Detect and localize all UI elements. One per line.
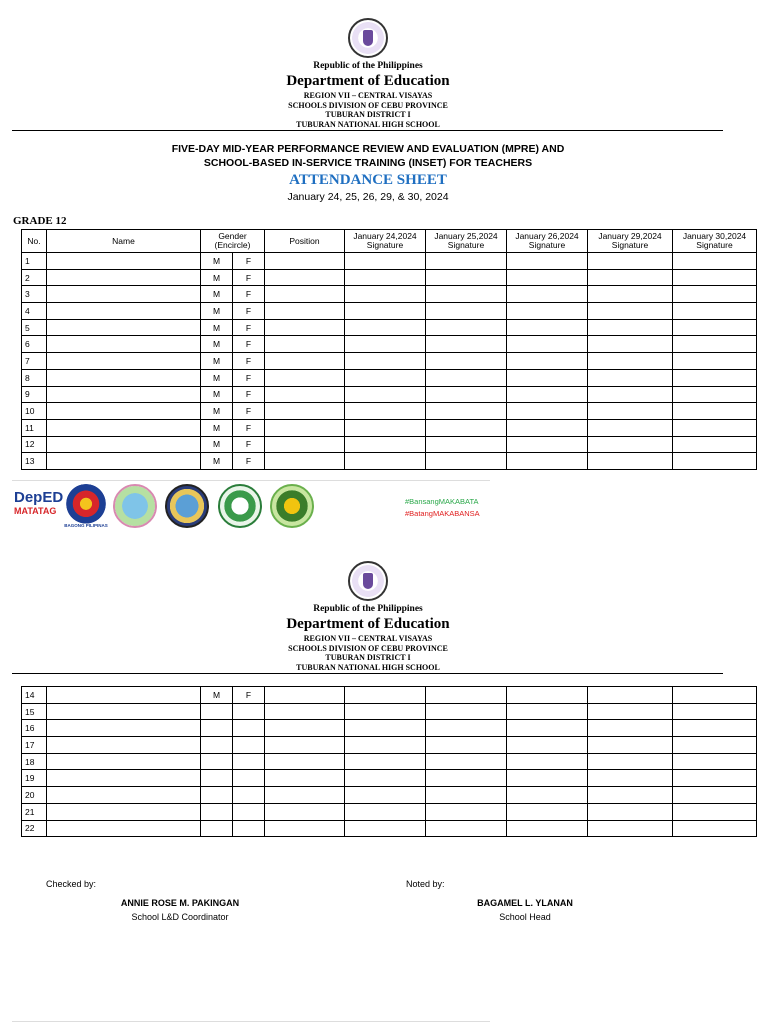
region-label: REGION VII – CENTRAL VISAYAS <box>303 91 433 100</box>
row-number: 5 <box>22 319 47 336</box>
name-cell[interactable] <box>47 369 201 386</box>
gender-female-option[interactable] <box>233 820 265 837</box>
signature-cell[interactable] <box>673 269 757 286</box>
row-number: 8 <box>22 369 47 386</box>
gender-male-option[interactable]: M <box>201 403 233 420</box>
table-row <box>22 319 757 336</box>
gender-male-option[interactable] <box>201 720 233 737</box>
position-cell[interactable] <box>265 319 345 336</box>
name-cell[interactable] <box>47 353 201 370</box>
signature-cell[interactable] <box>426 419 507 436</box>
signature-cell[interactable] <box>507 770 588 787</box>
signature-cell[interactable] <box>507 369 588 386</box>
row-number: 6 <box>22 336 47 353</box>
division-label: SCHOOLS DIVISION OF CEBU PROVINCE <box>288 643 448 653</box>
signature-cell[interactable] <box>345 419 426 436</box>
position-cell[interactable] <box>265 336 345 353</box>
signature-cell[interactable] <box>673 419 757 436</box>
signature-cell[interactable] <box>345 737 426 754</box>
signature-cell[interactable] <box>345 770 426 787</box>
signature-cell[interactable] <box>588 336 673 353</box>
row-number: 13 <box>22 453 47 470</box>
name-cell[interactable] <box>47 703 201 720</box>
signature-cell[interactable] <box>507 787 588 804</box>
row-number: 1 <box>22 253 47 270</box>
signature-cell[interactable] <box>426 319 507 336</box>
table-row <box>22 353 757 370</box>
footer-divider <box>12 1021 490 1022</box>
school-seal-logo <box>218 484 262 528</box>
signature-cell[interactable] <box>345 353 426 370</box>
signature-cell[interactable] <box>345 703 426 720</box>
table-row <box>22 253 757 270</box>
table-row <box>22 419 757 436</box>
header-divider <box>12 673 723 674</box>
program-seal-logo <box>270 484 314 528</box>
signature-cell[interactable] <box>588 419 673 436</box>
signature-cell[interactable] <box>673 703 757 720</box>
row-number: 16 <box>22 720 47 737</box>
name-cell[interactable] <box>47 737 201 754</box>
signature-cell[interactable] <box>426 803 507 820</box>
signature-cell[interactable] <box>673 403 757 420</box>
signature-cell[interactable] <box>507 419 588 436</box>
signature-cell[interactable] <box>426 386 507 403</box>
row-number: 4 <box>22 303 47 320</box>
table-row <box>22 336 757 353</box>
gender-female-option[interactable]: F <box>233 687 265 704</box>
signature-cell[interactable] <box>345 820 426 837</box>
position-cell[interactable] <box>265 770 345 787</box>
table-row <box>22 770 757 787</box>
row-number: 18 <box>22 753 47 770</box>
signature-cell[interactable] <box>426 286 507 303</box>
table-row <box>22 737 757 754</box>
signature-cell[interactable] <box>426 687 507 704</box>
signature-cell[interactable] <box>673 353 757 370</box>
checked-by-name: ANNIE ROSE M. PAKINGAN <box>120 898 240 908</box>
col-jan30: January 30,2024 Signature <box>673 230 757 253</box>
name-cell[interactable] <box>47 253 201 270</box>
gender-female-option[interactable]: F <box>233 436 265 453</box>
signature-cell[interactable] <box>426 353 507 370</box>
noted-by-title: School Head <box>499 912 551 922</box>
gender-male-option[interactable]: M <box>201 386 233 403</box>
gender-male-option[interactable]: M <box>201 436 233 453</box>
gender-female-option[interactable]: F <box>233 336 265 353</box>
gender-female-option[interactable] <box>233 770 265 787</box>
table-row <box>22 303 757 320</box>
position-cell[interactable] <box>265 303 345 320</box>
signature-cell[interactable] <box>673 303 757 320</box>
name-cell[interactable] <box>47 336 201 353</box>
department-title: Department of Education <box>286 73 450 89</box>
signature-cell[interactable] <box>507 803 588 820</box>
signature-cell[interactable] <box>673 753 757 770</box>
signature-cell[interactable] <box>673 286 757 303</box>
gender-female-option[interactable]: F <box>233 319 265 336</box>
name-cell[interactable] <box>47 803 201 820</box>
row-number: 2 <box>22 269 47 286</box>
training-dates: January 24, 25, 26, 29, & 30, 2024 <box>287 191 449 203</box>
col-jan29: January 29,2024 Signature <box>588 230 673 253</box>
signature-cell[interactable] <box>507 753 588 770</box>
position-cell[interactable] <box>265 419 345 436</box>
position-cell[interactable] <box>265 737 345 754</box>
signature-cell[interactable] <box>426 787 507 804</box>
signature-cell[interactable] <box>673 687 757 704</box>
signature-cell[interactable] <box>673 720 757 737</box>
table-row <box>22 720 757 737</box>
gender-male-option[interactable] <box>201 820 233 837</box>
signature-cell[interactable] <box>345 720 426 737</box>
signature-cell[interactable] <box>345 787 426 804</box>
row-number: 10 <box>22 403 47 420</box>
signature-cell[interactable] <box>426 703 507 720</box>
noted-by-name: BAGAMEL L. YLANAN <box>477 898 573 908</box>
signature-cell[interactable] <box>426 737 507 754</box>
signature-cell[interactable] <box>507 436 588 453</box>
deped-seal-icon <box>348 18 388 58</box>
signature-cell[interactable] <box>507 820 588 837</box>
signature-cell[interactable] <box>588 737 673 754</box>
republic-label: Republic of the Philippines <box>313 604 423 614</box>
signature-cell[interactable] <box>345 269 426 286</box>
signature-cell[interactable] <box>588 687 673 704</box>
checked-by-title: School L&D Coordinator <box>131 912 229 922</box>
row-number: 19 <box>22 770 47 787</box>
table-row <box>22 787 757 804</box>
gender-female-option[interactable] <box>233 737 265 754</box>
gender-female-option[interactable]: F <box>233 353 265 370</box>
region-label: REGION VII – CENTRAL VISAYAS <box>303 634 433 643</box>
signature-cell[interactable] <box>426 336 507 353</box>
noted-by-label: Noted by: <box>406 879 445 889</box>
republic-label: Republic of the Philippines <box>313 61 423 71</box>
row-number: 22 <box>22 820 47 837</box>
name-cell[interactable] <box>47 770 201 787</box>
signature-cell[interactable] <box>345 753 426 770</box>
department-title: Department of Education <box>286 616 450 632</box>
gender-female-option[interactable]: F <box>233 453 265 470</box>
position-cell[interactable] <box>265 253 345 270</box>
footer-divider <box>12 480 490 481</box>
row-number: 12 <box>22 436 47 453</box>
table-row <box>22 703 757 720</box>
name-cell[interactable] <box>47 403 201 420</box>
col-jan24: January 24,2024 Signature <box>345 230 426 253</box>
position-cell[interactable] <box>265 386 345 403</box>
gender-female-option[interactable] <box>233 753 265 770</box>
division-seal-logo <box>113 484 157 528</box>
signature-cell[interactable] <box>588 753 673 770</box>
name-cell[interactable] <box>47 303 201 320</box>
signature-cell[interactable] <box>673 453 757 470</box>
signature-cell[interactable] <box>673 436 757 453</box>
signature-cell[interactable] <box>426 403 507 420</box>
attendance-table-continued <box>21 686 757 837</box>
signature-cell[interactable] <box>507 286 588 303</box>
position-cell[interactable] <box>265 369 345 386</box>
signature-cell[interactable] <box>345 253 426 270</box>
signature-cell[interactable] <box>673 770 757 787</box>
signature-cell[interactable] <box>673 737 757 754</box>
signature-cell[interactable] <box>426 303 507 320</box>
col-jan25: January 25,2024 Signature <box>426 230 507 253</box>
gender-male-option[interactable]: M <box>201 687 233 704</box>
gender-male-option[interactable] <box>201 770 233 787</box>
position-cell[interactable] <box>265 787 345 804</box>
table-row <box>22 369 757 386</box>
signature-cell[interactable] <box>426 453 507 470</box>
table-row <box>22 286 757 303</box>
gender-male-option[interactable]: M <box>201 303 233 320</box>
signature-cell[interactable] <box>507 303 588 320</box>
grade-label: GRADE 12 <box>13 215 67 227</box>
header-divider <box>12 130 723 131</box>
signature-cell[interactable] <box>426 269 507 286</box>
table-row <box>22 753 757 770</box>
signature-cell[interactable] <box>426 369 507 386</box>
gender-female-option[interactable]: F <box>233 369 265 386</box>
col-no: No. <box>22 230 47 253</box>
gender-female-option[interactable]: F <box>233 303 265 320</box>
signature-cell[interactable] <box>588 403 673 420</box>
table-row <box>22 269 757 286</box>
position-cell[interactable] <box>265 803 345 820</box>
deped-matatag-logo: DepED MATATAG <box>14 489 64 516</box>
training-title-line1: FIVE-DAY MID-YEAR PERFORMANCE REVIEW AND EVALUATION (MPRE) AND <box>171 143 565 155</box>
name-cell[interactable] <box>47 753 201 770</box>
signature-cell[interactable] <box>507 353 588 370</box>
signature-cell[interactable] <box>507 403 588 420</box>
gender-male-option[interactable]: M <box>201 369 233 386</box>
name-cell[interactable] <box>47 286 201 303</box>
hashtag-bansang-makabata: #BansangMAKABATA <box>405 497 479 506</box>
name-cell[interactable] <box>47 820 201 837</box>
signature-cell[interactable] <box>588 386 673 403</box>
gender-female-option[interactable]: F <box>233 269 265 286</box>
name-cell[interactable] <box>47 436 201 453</box>
signature-cell[interactable] <box>588 820 673 837</box>
table-row <box>22 687 757 704</box>
position-cell[interactable] <box>265 703 345 720</box>
name-cell[interactable] <box>47 319 201 336</box>
signature-cell[interactable] <box>345 319 426 336</box>
signature-cell[interactable] <box>673 253 757 270</box>
bagong-pilipinas-logo: BAGONG PILIPINAS <box>64 484 108 528</box>
signature-cell[interactable] <box>426 753 507 770</box>
gender-male-option[interactable]: M <box>201 319 233 336</box>
gender-male-option[interactable]: M <box>201 269 233 286</box>
district-label: TUBURAN DISTRICT I <box>325 653 411 662</box>
gender-male-option[interactable]: M <box>201 419 233 436</box>
gender-female-option[interactable]: F <box>233 419 265 436</box>
position-cell[interactable] <box>265 403 345 420</box>
gender-female-option[interactable] <box>233 703 265 720</box>
gender-male-option[interactable] <box>201 737 233 754</box>
row-number: 20 <box>22 787 47 804</box>
signature-cell[interactable] <box>507 253 588 270</box>
district-label: TUBURAN DISTRICT I <box>325 110 411 119</box>
signature-cell[interactable] <box>673 803 757 820</box>
signature-cell[interactable] <box>507 687 588 704</box>
hashtag-batang-makabansa: #BatangMAKABANSA <box>405 509 480 518</box>
position-cell[interactable] <box>265 720 345 737</box>
district-seal-logo <box>165 484 209 528</box>
signature-cell[interactable] <box>345 403 426 420</box>
row-number: 17 <box>22 737 47 754</box>
gender-male-option[interactable]: M <box>201 453 233 470</box>
signature-cell[interactable] <box>588 253 673 270</box>
gender-female-option[interactable] <box>233 803 265 820</box>
signature-cell[interactable] <box>345 687 426 704</box>
signature-cell[interactable] <box>345 453 426 470</box>
position-cell[interactable] <box>265 269 345 286</box>
gender-female-option[interactable]: F <box>233 253 265 270</box>
signature-cell[interactable] <box>588 770 673 787</box>
signature-cell[interactable] <box>673 386 757 403</box>
signature-cell[interactable] <box>507 453 588 470</box>
signature-cell[interactable] <box>588 353 673 370</box>
name-cell[interactable] <box>47 269 201 286</box>
attendance-table <box>21 229 757 470</box>
signature-cell[interactable] <box>345 436 426 453</box>
checked-by-label: Checked by: <box>46 879 97 889</box>
gender-male-option[interactable] <box>201 803 233 820</box>
name-cell[interactable] <box>47 787 201 804</box>
signature-cell[interactable] <box>426 253 507 270</box>
signature-cell[interactable] <box>426 436 507 453</box>
signature-cell[interactable] <box>345 803 426 820</box>
deped-seal-icon <box>348 561 388 601</box>
position-cell[interactable] <box>265 436 345 453</box>
signature-cell[interactable] <box>588 436 673 453</box>
signature-cell[interactable] <box>345 386 426 403</box>
name-cell[interactable] <box>47 687 201 704</box>
signature-cell[interactable] <box>673 319 757 336</box>
table-row <box>22 453 757 470</box>
name-cell[interactable] <box>47 386 201 403</box>
signature-cell[interactable] <box>426 770 507 787</box>
signature-cell[interactable] <box>588 787 673 804</box>
position-cell[interactable] <box>265 286 345 303</box>
signature-cell[interactable] <box>507 737 588 754</box>
table-row <box>22 820 757 837</box>
signature-cell[interactable] <box>507 319 588 336</box>
gender-male-option[interactable]: M <box>201 286 233 303</box>
position-cell[interactable] <box>265 820 345 837</box>
col-jan26: January 26,2024 Signature <box>507 230 588 253</box>
gender-male-option[interactable] <box>201 703 233 720</box>
position-cell[interactable] <box>265 353 345 370</box>
table-row <box>22 803 757 820</box>
position-cell[interactable] <box>265 687 345 704</box>
gender-male-option[interactable] <box>201 753 233 770</box>
gender-female-option[interactable] <box>233 787 265 804</box>
row-number: 21 <box>22 803 47 820</box>
signature-cell[interactable] <box>588 319 673 336</box>
name-cell[interactable] <box>47 419 201 436</box>
row-number: 15 <box>22 703 47 720</box>
col-gender: Gender (Encircle) <box>201 230 265 253</box>
signature-cell[interactable] <box>345 369 426 386</box>
signature-cell[interactable] <box>507 336 588 353</box>
signature-cell[interactable] <box>673 820 757 837</box>
signature-cell[interactable] <box>507 269 588 286</box>
signature-cell[interactable] <box>588 286 673 303</box>
signature-cell[interactable] <box>426 820 507 837</box>
gender-male-option[interactable] <box>201 787 233 804</box>
col-name: Name <box>47 230 201 253</box>
gender-male-option[interactable]: M <box>201 253 233 270</box>
signature-cell[interactable] <box>345 336 426 353</box>
gender-male-option[interactable]: M <box>201 336 233 353</box>
row-number: 9 <box>22 386 47 403</box>
signature-cell[interactable] <box>673 369 757 386</box>
signature-cell[interactable] <box>345 303 426 320</box>
col-position: Position <box>265 230 345 253</box>
name-cell[interactable] <box>47 720 201 737</box>
division-label: SCHOOLS DIVISION OF CEBU PROVINCE <box>288 100 448 110</box>
signature-cell[interactable] <box>673 787 757 804</box>
signature-cell[interactable] <box>345 286 426 303</box>
gender-female-option[interactable]: F <box>233 386 265 403</box>
signature-cell[interactable] <box>588 369 673 386</box>
signature-cell[interactable] <box>588 303 673 320</box>
signature-cell[interactable] <box>588 269 673 286</box>
table-row <box>22 436 757 453</box>
row-number: 11 <box>22 419 47 436</box>
table-row <box>22 386 757 403</box>
signature-cell[interactable] <box>588 453 673 470</box>
position-cell[interactable] <box>265 453 345 470</box>
signature-cell[interactable] <box>673 336 757 353</box>
gender-female-option[interactable]: F <box>233 403 265 420</box>
name-cell[interactable] <box>47 453 201 470</box>
row-number: 3 <box>22 286 47 303</box>
signature-cell[interactable] <box>507 720 588 737</box>
table-row <box>22 403 757 420</box>
school-label: TUBURAN NATIONAL HIGH SCHOOL <box>296 119 440 129</box>
training-title-line2: SCHOOL-BASED IN-SERVICE TRAINING (INSET) FOR TEACHERS <box>203 157 533 169</box>
attendance-sheet-title: ATTENDANCE SHEET <box>289 172 447 188</box>
row-number: 7 <box>22 353 47 370</box>
gender-female-option[interactable]: F <box>233 286 265 303</box>
signature-cell[interactable] <box>588 703 673 720</box>
row-number: 14 <box>22 687 47 704</box>
gender-male-option[interactable]: M <box>201 353 233 370</box>
position-cell[interactable] <box>265 753 345 770</box>
signature-cell[interactable] <box>507 386 588 403</box>
signature-cell[interactable] <box>588 803 673 820</box>
gender-female-option[interactable] <box>233 720 265 737</box>
signature-cell[interactable] <box>426 720 507 737</box>
school-label: TUBURAN NATIONAL HIGH SCHOOL <box>296 662 440 672</box>
signature-cell[interactable] <box>507 703 588 720</box>
signature-cell[interactable] <box>588 720 673 737</box>
